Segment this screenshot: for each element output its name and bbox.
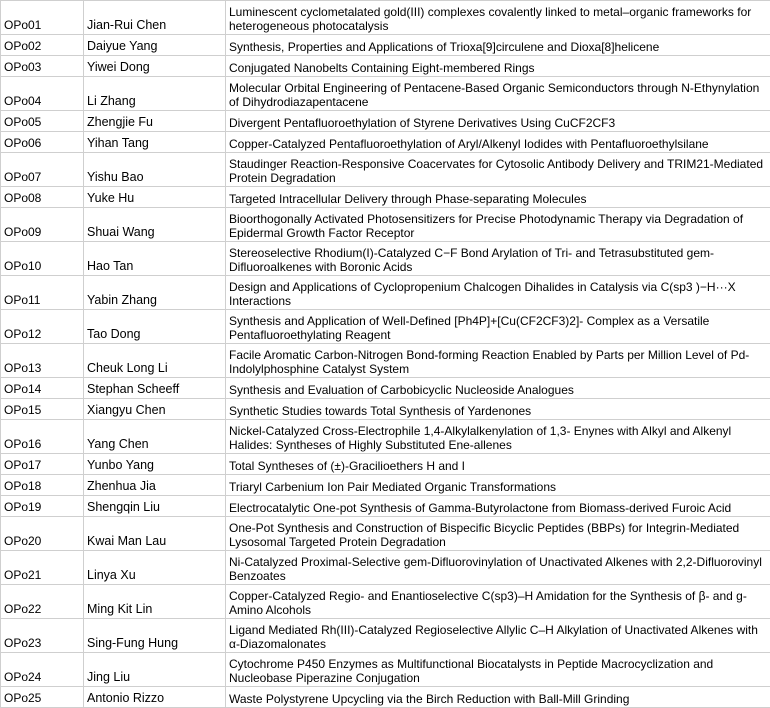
presenter-name-cell: Jing Liu [84,653,226,687]
poster-id-cell: OPo02 [1,35,84,56]
presenter-name-cell: Yuke Hu [84,187,226,208]
poster-title-cell: Synthesis and Evaluation of Carbobicyclic Nucleoside Analogues [226,378,770,399]
table-row [1,517,770,551]
poster-title-cell: Copper-Catalyzed Pentafluoroethylation of Aryl/Alkenyl Iodides with Pentafluoroethylsilane [226,132,770,153]
poster-id-cell: OPo23 [1,619,84,653]
poster-id-cell: OPo12 [1,310,84,344]
presenter-name-cell: Hao Tan [84,242,226,276]
poster-id-cell: OPo03 [1,56,84,77]
poster-id-cell: OPo25 [1,687,84,708]
poster-id-cell: OPo24 [1,653,84,687]
table-row [1,1,770,35]
poster-id-cell: OPo18 [1,475,84,496]
poster-id-cell: OPo05 [1,111,84,132]
table-row [1,653,770,687]
presenter-name-cell: Shuai Wang [84,208,226,242]
poster-title-cell: Targeted Intracellular Delivery through Phase-separating Molecules [226,187,770,208]
poster-title-cell: Cytochrome P450 Enzymes as Multifunctional Biocatalysts in Peptide Macrocyclization and Nucleobase Piperazine Conjugation [226,653,770,687]
presenter-name-cell: Li Zhang [84,77,226,111]
table-row [1,208,770,242]
poster-title-cell: Divergent Pentafluoroethylation of Styrene Derivatives Using CuCF2CF3 [226,111,770,132]
poster-id-cell: OPo08 [1,187,84,208]
table-row [1,551,770,585]
presenter-name-cell: Yishu Bao [84,153,226,187]
poster-id-cell: OPo21 [1,551,84,585]
table-row [1,187,770,208]
poster-id-cell: OPo10 [1,242,84,276]
presenter-name-cell: Yiwei Dong [84,56,226,77]
poster-id-cell: OPo06 [1,132,84,153]
poster-id-cell: OPo04 [1,77,84,111]
presenter-name-cell: Tao Dong [84,310,226,344]
poster-title-cell: Staudinger Reaction-Responsive Coacervates for Cytosolic Antibody Delivery and TRIM21-Mediated Protein Degradation [226,153,770,187]
presenter-name-cell: Zhengjie Fu [84,111,226,132]
poster-title-cell: Stereoselective Rhodium(I)-Catalyzed C−F Bond Arylation of Tri- and Tetrasubstituted gem-Difluoroalkenes with Boronic Acids [226,242,770,276]
table-row [1,276,770,310]
poster-id-cell: OPo09 [1,208,84,242]
table-row [1,496,770,517]
poster-id-cell: OPo07 [1,153,84,187]
presenter-name-cell: Yabin Zhang [84,276,226,310]
poster-title-cell: Waste Polystyrene Upcycling via the Birch Reduction with Ball-Mill Grinding [226,687,770,708]
poster-id-cell: OPo13 [1,344,84,378]
table-row [1,111,770,132]
poster-title-cell: Luminescent cyclometalated gold(III) complexes covalently linked to metal–organic frameworks for heterogeneous photocatalysis [226,1,770,35]
table-row [1,153,770,187]
poster-title-cell: Ni-Catalyzed Proximal-Selective gem-Difluorovinylation of Unactivated Alkenes with 2,2-Difluorovinyl Benzoates [226,551,770,585]
table-row [1,687,770,708]
poster-id-cell: OPo22 [1,585,84,619]
poster-title-cell: Conjugated Nanobelts Containing Eight-membered Rings [226,56,770,77]
presenter-name-cell: Shengqin Liu [84,496,226,517]
table-row [1,585,770,619]
poster-id-cell: OPo16 [1,420,84,454]
presenter-name-cell: Cheuk Long Li [84,344,226,378]
poster-title-cell: Electrocatalytic One-pot Synthesis of Gamma-Butyrolactone from Biomass-derived Furoic Acid [226,496,770,517]
table-row [1,378,770,399]
poster-id-cell: OPo11 [1,276,84,310]
table-row [1,56,770,77]
poster-title-cell: Total Syntheses of (±)-Gracilioethers H and I [226,454,770,475]
poster-id-cell: OPo15 [1,399,84,420]
table-row [1,399,770,420]
poster-id-cell: OPo14 [1,378,84,399]
presenter-name-cell: Kwai Man Lau [84,517,226,551]
table-row [1,344,770,378]
table-row [1,242,770,276]
table-row [1,475,770,496]
presenter-name-cell: Daiyue Yang [84,35,226,56]
poster-title-cell: Synthetic Studies towards Total Synthesis of Yardenones [226,399,770,420]
poster-title-cell: One-Pot Synthesis and Construction of Bispecific Bicyclic Peptides (BBPs) for Integrin-Mediated Lysosomal Targeted Protein Degradation [226,517,770,551]
poster-title-cell: Synthesis, Properties and Applications of Trioxa[9]circulene and Dioxa[8]helicene [226,35,770,56]
table-row [1,132,770,153]
poster-id-cell: OPo01 [1,1,84,35]
poster-id-cell: OPo17 [1,454,84,475]
presenter-name-cell: Jian-Rui Chen [84,1,226,35]
presenter-name-cell: Antonio Rizzo [84,687,226,708]
poster-title-cell: Triaryl Carbenium Ion Pair Mediated Organic Transformations [226,475,770,496]
table-row [1,420,770,454]
table-row [1,619,770,653]
poster-id-cell: OPo20 [1,517,84,551]
poster-title-cell: Facile Aromatic Carbon-Nitrogen Bond-forming Reaction Enabled by Parts per Million Level of Pd-Indolylphosphine Catalyst System [226,344,770,378]
poster-title-cell: Ligand Mediated Rh(III)-Catalyzed Regioselective Allylic C–H Alkylation of Unactivated Alkenes with α-Diazomalonates [226,619,770,653]
presenter-name-cell: Yunbo Yang [84,454,226,475]
poster-title-cell: Synthesis and Application of Well-Defined [Ph4P]+[Cu(CF2CF3)2]- Complex as a Versatile Pentafluoroethylating Reagent [226,310,770,344]
table-row [1,310,770,344]
presenter-name-cell: Stephan Scheeff [84,378,226,399]
table-row [1,77,770,111]
presenter-name-cell: Xiangyu Chen [84,399,226,420]
poster-title-cell: Design and Applications of Cyclopropenium Chalcogen Dihalides in Catalysis via C(sp3 )−H···X Interactions [226,276,770,310]
table-row [1,35,770,56]
poster-title-cell: Copper-Catalyzed Regio- and Enantioselective C(sp3)–H Amidation for the Synthesis of β- and g-Amino Alcohols [226,585,770,619]
presenter-name-cell: Ming Kit Lin [84,585,226,619]
poster-title-cell: Nickel-Catalyzed Cross-Electrophile 1,4-Alkylalkenylation of 1,3- Enynes with Alkyl and Alkenyl Halides: Syntheses of Highly Substituted Ene-allenes [226,420,770,454]
poster-title-cell: Bioorthogonally Activated Photosensitizers for Precise Photodynamic Therapy via Degradation of Epidermal Growth Factor Receptor [226,208,770,242]
poster-id-cell: OPo19 [1,496,84,517]
table-body [1,1,770,708]
table-row [1,454,770,475]
presenter-name-cell: Yang Chen [84,420,226,454]
poster-title-cell: Molecular Orbital Engineering of Pentacene-Based Organic Semiconductors through N-Ethynylation of Dihydrodiazapentacene [226,77,770,111]
presenter-name-cell: Linya Xu [84,551,226,585]
presenter-name-cell: Sing-Fung Hung [84,619,226,653]
presenter-name-cell: Yihan Tang [84,132,226,153]
presenter-name-cell: Zhenhua Jia [84,475,226,496]
